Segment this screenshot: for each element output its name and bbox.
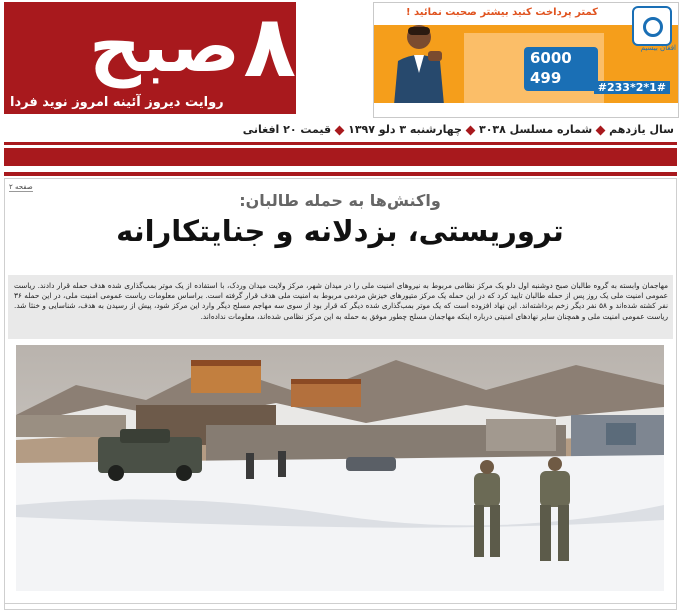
ad-bottom-strip bbox=[374, 103, 678, 117]
ad-person-image bbox=[388, 21, 450, 105]
diamond-icon bbox=[335, 125, 345, 135]
ad-brand-name: افغان بیسیم bbox=[640, 44, 676, 52]
diamond-icon bbox=[466, 125, 476, 135]
bottom-divider bbox=[4, 603, 677, 604]
article-photo bbox=[16, 345, 664, 591]
ad-dial-code: #233*2*1# bbox=[594, 81, 670, 94]
logo-number: ۸ bbox=[243, 0, 296, 97]
page-number: صفحه ۲ bbox=[9, 183, 33, 191]
ad-price-1: 6000 bbox=[530, 49, 572, 67]
issue-info-bar bbox=[190, 123, 674, 139]
divider-thin bbox=[4, 142, 677, 145]
masthead-tagline: روایت دیروز آئینه امروز نوید فردا bbox=[10, 95, 224, 110]
article-body: مهاجمان وابسته به گروه طالبان صبح دوشنبه اول دلو یک مرکز نظامی مربوط به نیروهای امنیت ملی را در میدان شهر، مرکز ولایت میدان وردک، با استفاده از یک موتر بمب‌گذاری شده هدف حمله قرار دادند. ریاست عمومی امنیت ملی یک روز پس از حمله طالبان تایید کرد که در این حمله یک مرکز متیورهای خیزش مردمی مربوط به امنیت ملی هدف قرار گرفته است. براساس معلومات ریاست عمومی امنیت ملی، در این حمله ۳۶ نفر کشته شده‌اند و ۵۸ نفر دیگر زخم برداشته‌اند. این نهاد افزوده است که یک موتر بمب‌گذاری شده دیگر که قرار بود از سوی سه مهاجم مسلح دیگر وارد این مرکز شود، پیش از رسیدن به هدف، شناسایی و خنثا شد. ریاست عمومی امنیت ملی و همچنان سایر نهادهای امنیتی درباره اینکه مهاجمان مسلح چطور موفق به حمله به این مرکز نظامی شده‌اند، معلومات نداده‌اند. bbox=[14, 281, 668, 321]
article-headline: تروریستی، بزدلانه و جنایتکارانه bbox=[116, 214, 564, 248]
masthead-logo bbox=[4, 2, 296, 114]
issue-price: قیمت ۲۰ افغانی bbox=[242, 123, 332, 136]
ad-slogan: کمتر پرداخت کنید بیشتر صحبت نمائید ! bbox=[405, 7, 598, 18]
advertisement-banner[interactable] bbox=[373, 2, 679, 118]
logo-word: صبح bbox=[89, 4, 240, 88]
diamond-icon bbox=[596, 125, 606, 135]
article-kicker: واکنش‌ها به حمله طالبان: bbox=[239, 191, 441, 210]
ad-brand-logo-icon bbox=[632, 6, 672, 46]
issue-year: سال یازدهم bbox=[609, 123, 674, 136]
divider-band bbox=[4, 148, 677, 166]
ad-price-2: 499 bbox=[530, 69, 562, 87]
issue-serial: شماره مسلسل ۳۰۳۸ bbox=[478, 123, 593, 136]
ad-brand-ring bbox=[643, 17, 663, 37]
divider-thick bbox=[4, 172, 677, 176]
ad-price-card bbox=[524, 47, 598, 91]
issue-date: چهارشنبه ۳ دلو ۱۳۹۷ bbox=[348, 123, 462, 136]
